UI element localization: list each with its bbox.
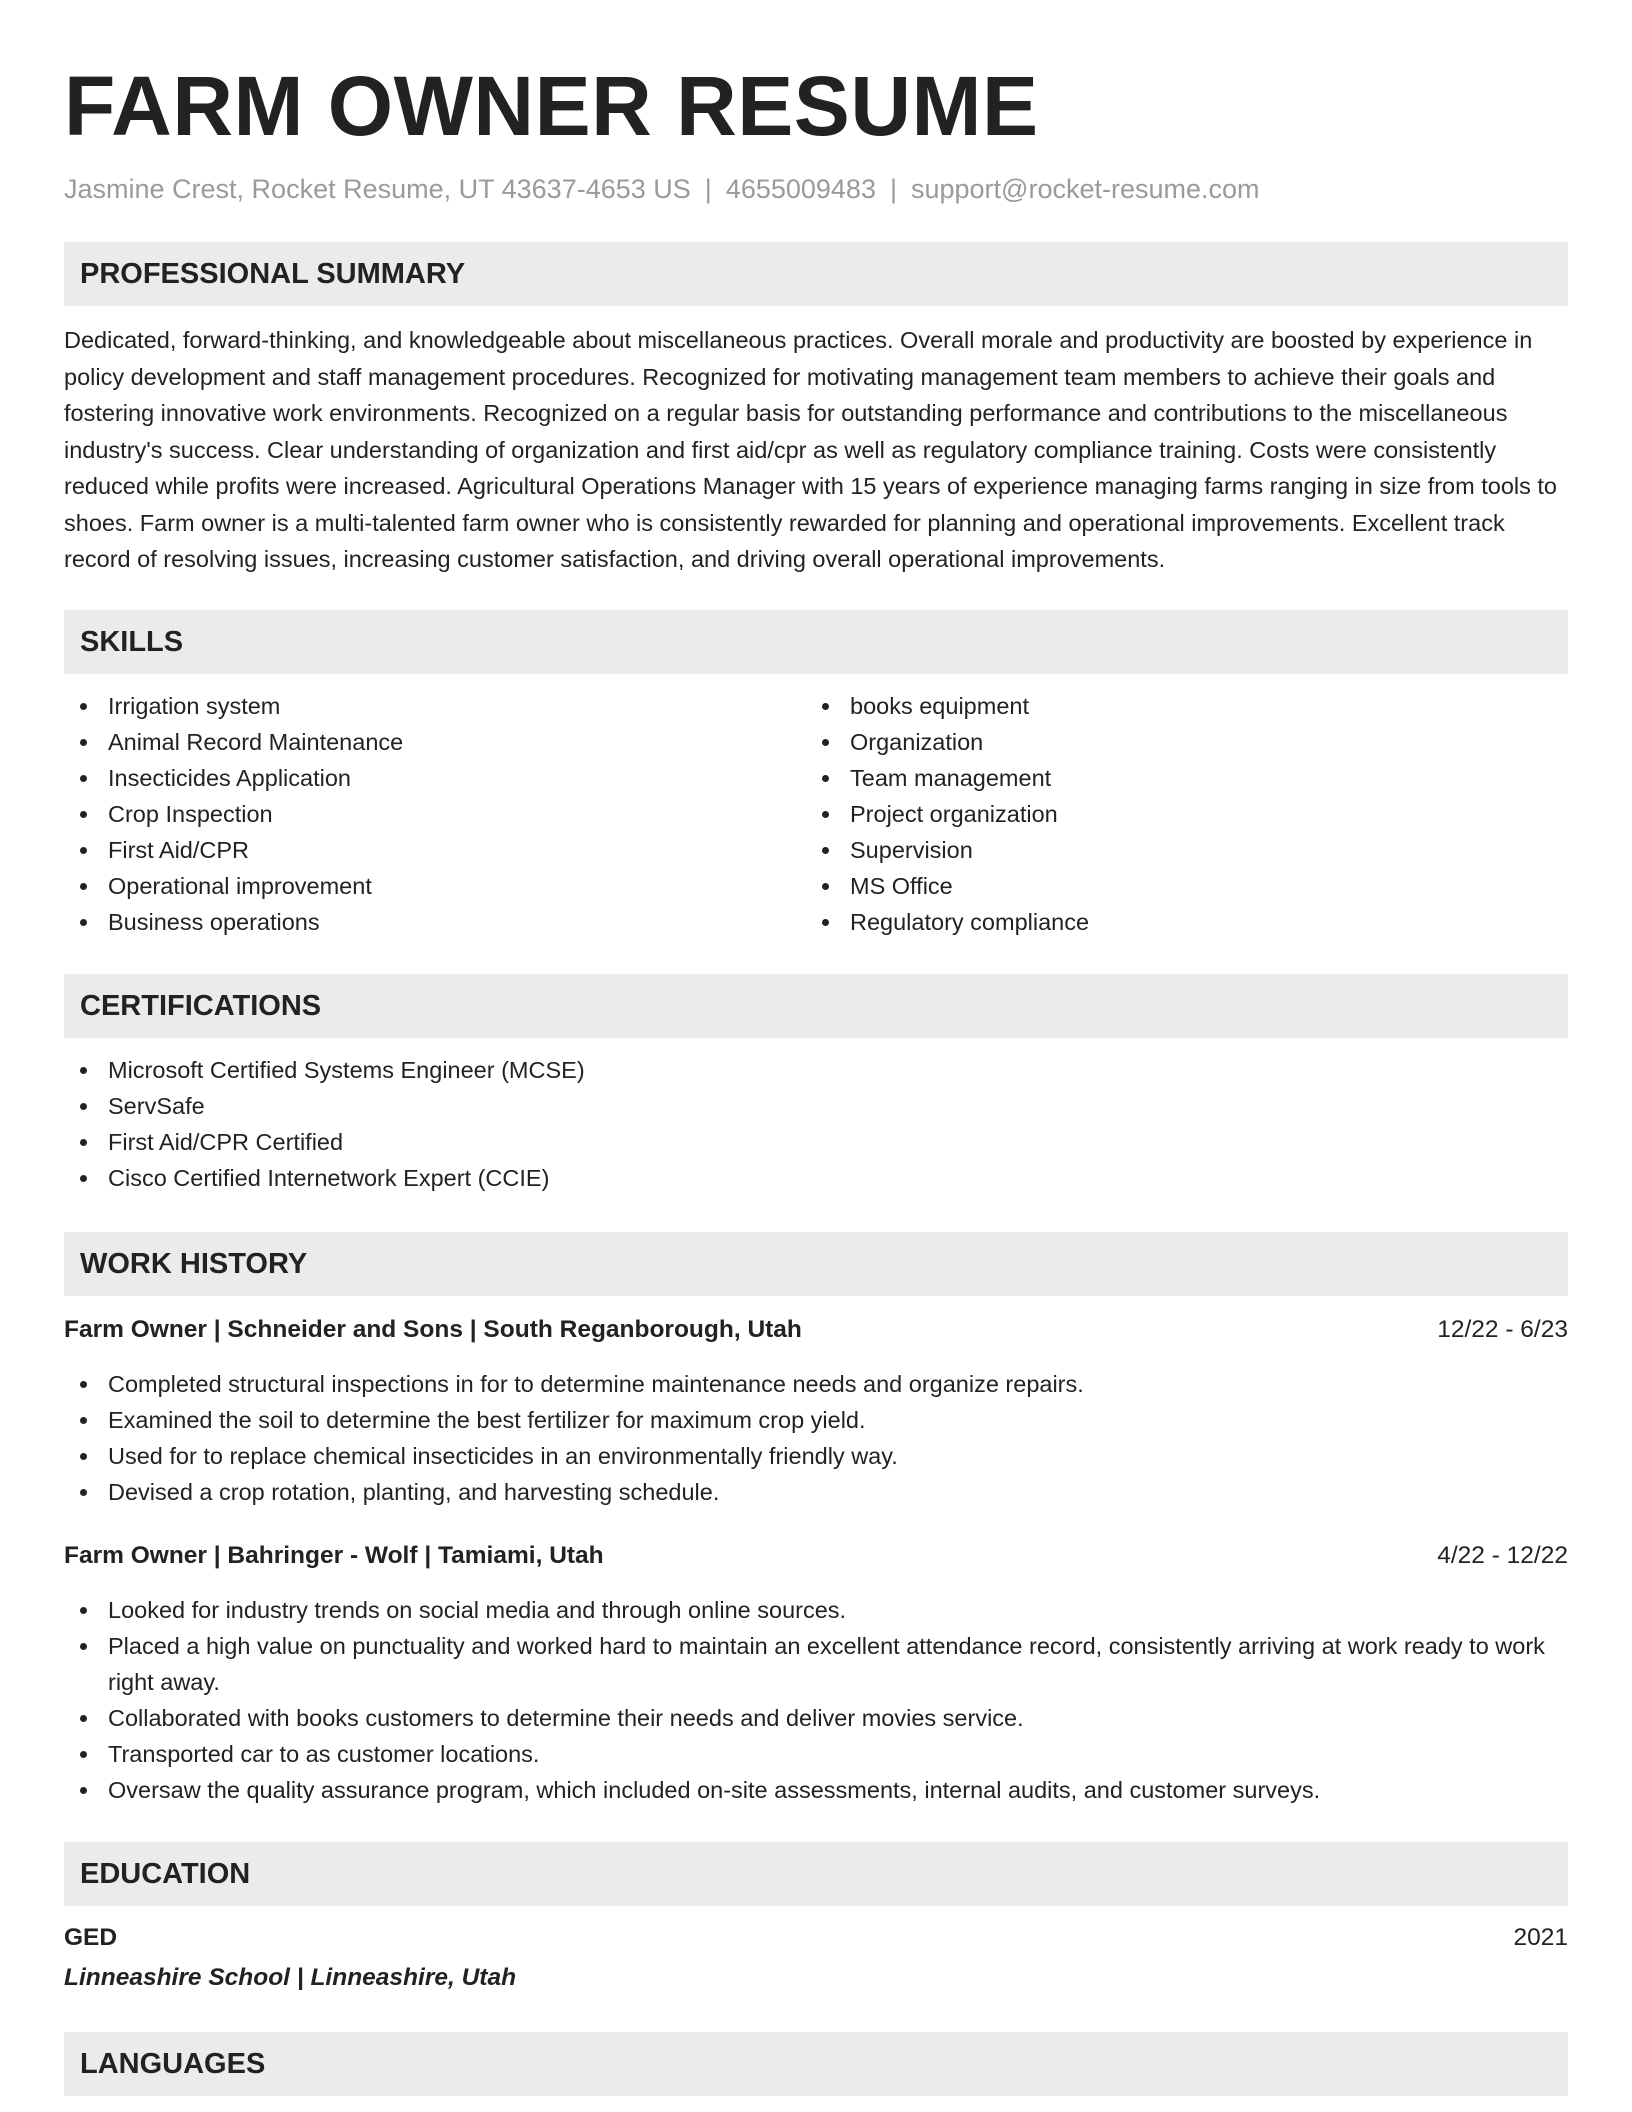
job-bullet: Devised a crop rotation, planting, and harvesting schedule. [64,1474,1568,1510]
contact-address: Jasmine Crest, Rocket Resume, UT 43637-4653 US [64,174,691,204]
job-header [64,1538,1568,1574]
skill-item: Organization [806,724,1548,760]
skill-item: Operational improvement [64,868,806,904]
certification-item: First Aid/CPR Certified [64,1124,1568,1160]
skill-item: Irrigation system [64,688,806,724]
skill-item: Regulatory compliance [806,904,1548,940]
certification-item: ServSafe [64,1088,1568,1124]
skills-list-left [64,688,806,940]
skill-item: Insecticides Application [64,760,806,796]
education-heading: EDUCATION [64,1842,1568,1906]
job-header [64,1312,1568,1348]
skills-heading: SKILLS [64,610,1568,674]
education-header [64,1920,1568,1956]
skill-item: Business operations [64,904,806,940]
contact-email: support@rocket-resume.com [910,174,1260,204]
skill-item: Animal Record Maintenance [64,724,806,760]
job-bullet: Placed a high value on punctuality and worked hard to maintain an excellent attendance record, consistently arriving at work ready to work right away. [64,1628,1568,1700]
job-bullet: Looked for industry trends on social media and through online sources. [64,1592,1568,1628]
job-title: Farm Owner | Bahringer - Wolf | Tamiami, Utah [64,1541,604,1569]
job-bullets [64,1366,1568,1510]
contact-line [64,172,1568,206]
certification-item: Microsoft Certified Systems Engineer (MCSE) [64,1052,1568,1088]
certification-item: Cisco Certified Internetwork Expert (CCIE) [64,1160,1568,1196]
skills-grid [64,688,1568,940]
summary-text: Dedicated, forward-thinking, and knowledgeable about miscellaneous practices. Overall morale and productivity are boosted by experience in policy development and staff management procedures. Recognized for motivating management team members to achieve their goals and fostering innovative work environments. Recognized on a regular basis for outstanding performance and contributions to the miscellaneous industry's success. Clear understanding of organization and first aid/cpr as well as regulatory compliance training. Costs were consistently reduced while profits were increased. Agricultural Operations Manager with 15 years of experience managing farms ranging in size from tools to shoes. Farm owner is a multi-talented farm owner who is consistently rewarded for planning and operational improvements. Excellent track record of resolving issues, increasing customer satisfaction, and driving overall operational improvements. [64,327,1557,572]
job-title: Farm Owner | Schneider and Sons | South Reganborough, Utah [64,1315,802,1343]
job-bullet: Used for to replace chemical insecticides in an environmentally friendly way. [64,1438,1568,1474]
skill-item: Crop Inspection [64,796,806,832]
skill-item: First Aid/CPR [64,832,806,868]
job-bullets [64,1592,1568,1808]
contact-phone: 4655009483 [725,174,876,204]
job-dates: 12/22 - 6/23 [1437,1315,1568,1343]
skill-item: MS Office [806,868,1548,904]
job-bullet: Transported car to as customer locations. [64,1736,1568,1772]
certifications-list [64,1052,1568,1196]
skill-item: Project organization [806,796,1548,832]
languages-heading: LANGUAGES [64,2032,1568,2096]
contact-separator: | [889,174,897,204]
job-bullet: Collaborated with books customers to determine their needs and deliver movies service. [64,1700,1568,1736]
job-bullet: Completed structural inspections in for to determine maintenance needs and organize repairs. [64,1366,1568,1402]
contact-separator: | [704,174,712,204]
job-entry [64,1312,1568,1510]
education-year: 2021 [1513,1923,1568,1951]
summary-heading: PROFESSIONAL SUMMARY [64,242,1568,306]
job-bullet: Examined the soil to determine the best fertilizer for maximum crop yield. [64,1402,1568,1438]
education-degree: GED [64,1923,118,1951]
skill-item: books equipment [806,688,1548,724]
job-bullet: Oversaw the quality assurance program, which included on-site assessments, internal audits, and customer surveys. [64,1772,1568,1808]
skill-item: Team management [806,760,1548,796]
resume-title: FARM OWNER RESUME [64,59,1039,153]
education-school: Linneashire School | Linneashire, Utah [64,1963,517,1991]
certifications-heading: CERTIFICATIONS [64,974,1568,1038]
work-history-heading: WORK HISTORY [64,1232,1568,1296]
resume-page [64,0,1568,2096]
job-dates: 4/22 - 12/22 [1437,1541,1568,1569]
skill-item: Supervision [806,832,1548,868]
skills-list-right [806,688,1548,940]
job-entry [64,1538,1568,1808]
